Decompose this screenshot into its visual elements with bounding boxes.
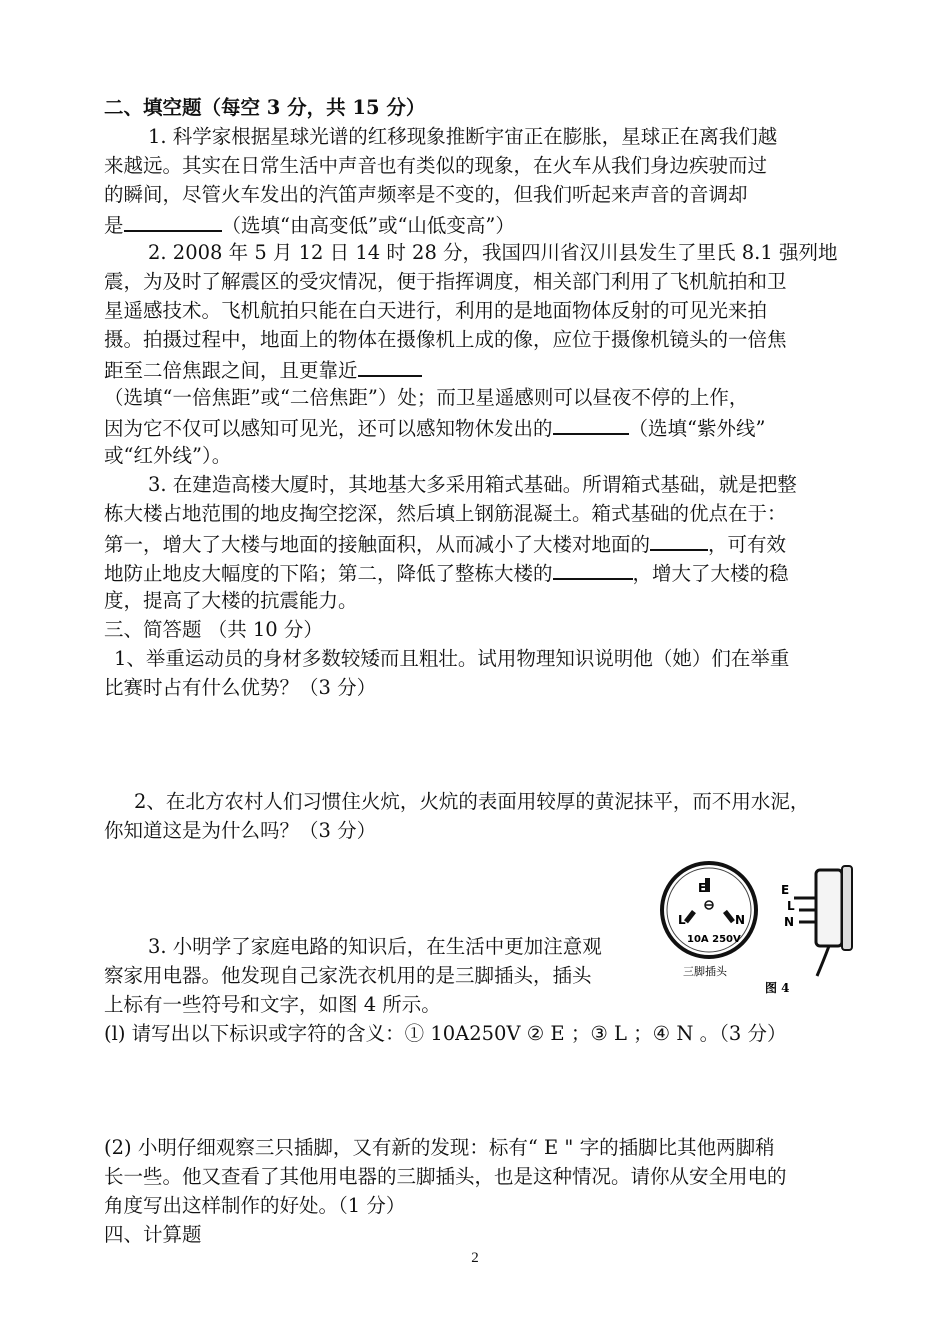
- answer-blank[interactable]: [553, 558, 633, 580]
- answer-blank[interactable]: [358, 355, 422, 377]
- side-label-l: L: [787, 899, 795, 913]
- q3-3-part-1: (l) 请写出以下标识或字符的含义：① 10A250V ② E ；③ L ；④ N 。（3 分）: [104, 1022, 787, 1045]
- q2-2-line-3: 星遥感技术。飞机航拍只能在白天进行，利用的是地面物体反射的可见光来拍: [104, 299, 768, 322]
- q2-3-line-3-end: ，可有效: [708, 533, 787, 556]
- q3-2-line-2: 你知道这是为什么吗？（3 分）: [104, 819, 377, 842]
- q3-3-part-2-line-3: 角度写出这样制作的好处。（1 分）: [104, 1194, 406, 1217]
- q3-3-line-2: 察家用电器。他发现自己家洗衣机用的是三脚插头，插头: [104, 964, 592, 987]
- q3-1-line-1: 1、举重运动员的身材多数较矮而且粗壮。试用物理知识说明他（她）们在举重: [114, 647, 790, 670]
- figure-label: 图 4: [765, 981, 790, 995]
- pin-label-e: E: [698, 881, 707, 895]
- pin-label-n: N: [735, 913, 746, 927]
- rating-label: 10A 250V: [687, 934, 741, 945]
- section-heading-fill-in: 二、填空题（每空 3 分，共 15 分）: [104, 96, 426, 119]
- q2-2-line-7-start: 因为它不仅可以感知可见光，还可以感知物休发出的: [104, 417, 553, 440]
- q3-3-part-2-line-1: (2) 小明仔细观察三只插脚，又有新的发现：标有“ E " 字的插脚比其他两脚稍: [104, 1136, 775, 1159]
- q2-2-line-4: 摄。拍摄过程中，地面上的物体在摄像机上成的像，应位于摄像机镜头的一倍焦: [104, 328, 787, 351]
- q3-3-line-3: 上标有一些符号和文字，如图 4 所示。: [104, 993, 441, 1016]
- q2-2-line-5-text: 距至二倍焦跟之间，且更靠近: [104, 359, 358, 382]
- pin-label-l: L: [678, 913, 686, 927]
- q2-2-line-8: 或“红外线”）。: [104, 444, 232, 467]
- q2-2-line-7: [104, 413, 765, 443]
- q2-3-line-3: [104, 529, 786, 559]
- side-label-e: E: [781, 883, 790, 897]
- q2-2-line-1: 2. 2008 年 5 月 12 日 14 时 28 分，我国四川省汉川县发生了里氏 8.1 强列地: [148, 241, 838, 264]
- side-label-n: N: [784, 915, 795, 929]
- q2-1-line-1: 1. 科学家根据星球光谱的红移现象推断宇宙正在膨胀，星球正在离我们越: [148, 125, 778, 148]
- q2-1-line-2: 来越远。其实在日常生活中声音也有类似的现象，在火车从我们身边疾驶而过: [104, 154, 768, 177]
- q2-3-line-4: [104, 558, 789, 588]
- q2-3-line-2: 栋大楼占地范围的地皮掏空挖深，然后填上钢筋混凝土。箱式基础的优点在于：: [104, 502, 787, 525]
- q2-1-line-3: 的瞬间，尽管火车发出的汽笛声频率是不变的，但我们听起来声音的音调却: [104, 183, 748, 206]
- plug-cord: [817, 946, 829, 976]
- q2-3-line-3-start: 第一，增大了大楼与地面的接触面积，从而减小了大楼对地面的: [104, 533, 651, 556]
- q3-3-line-1: 3. 小明学了家庭电路的知识后，在生活中更加注意观: [148, 935, 602, 958]
- q2-2-line-7-end: （选填“紫外线”: [628, 417, 766, 440]
- q2-1-line-4: [104, 210, 515, 240]
- q2-2-line-5: [104, 355, 422, 385]
- answer-blank[interactable]: [650, 529, 708, 551]
- three-pin-plug-figure: [653, 858, 858, 1000]
- q2-2-line-6: （选填“一倍焦距”或“二倍焦距”）处；而卫星遥感则可以昼夜不停的上作，: [104, 386, 749, 409]
- q2-1-line-4-start: 是: [104, 214, 124, 237]
- section-heading-calculation: 四、计算题: [104, 1223, 202, 1246]
- q3-2-line-1: 2、在北方农村人们习惯住火炕，火炕的表面用较厚的黄泥抹平，而不用水泥，: [134, 790, 810, 813]
- plug-diagram: [653, 858, 858, 1000]
- q2-3-line-1: 3. 在建造高楼大厦时，其地基大多采用箱式基础。所谓箱式基础，就是把整: [148, 473, 797, 496]
- q2-3-line-4-start: 地防止地皮大幅度的下陷；第二，降低了整栋大楼的: [104, 562, 553, 585]
- q3-3-part-2-line-2: 长一些。他又查看了其他用电器的三脚插头，也是这种情况。请你从安全用电的: [104, 1165, 787, 1188]
- q2-2-line-2: 震，为及时了解震区的受灾情况，便于指挥调度，相关部门利用了飞机航拍和卫: [104, 270, 787, 293]
- answer-blank[interactable]: [124, 210, 222, 232]
- section-heading-short-answer: 三、简答题 （共 10 分）: [104, 618, 323, 641]
- answer-blank[interactable]: [553, 413, 629, 435]
- plug-body-side: [816, 870, 842, 946]
- q2-1-line-4-end: （选填“由高变低”或“山低变高”）: [221, 214, 515, 237]
- q2-3-line-4-end: ，增大了大楼的稳: [632, 562, 789, 585]
- figure-caption: 三脚插头: [683, 965, 727, 978]
- plug-grip-side: [842, 866, 852, 950]
- page-number: 2: [471, 1250, 479, 1266]
- q2-3-line-5: 度，提高了大楼的抗震能力。: [104, 589, 358, 612]
- q3-1-line-2: 比赛时占有什么优势？（3 分）: [104, 676, 377, 699]
